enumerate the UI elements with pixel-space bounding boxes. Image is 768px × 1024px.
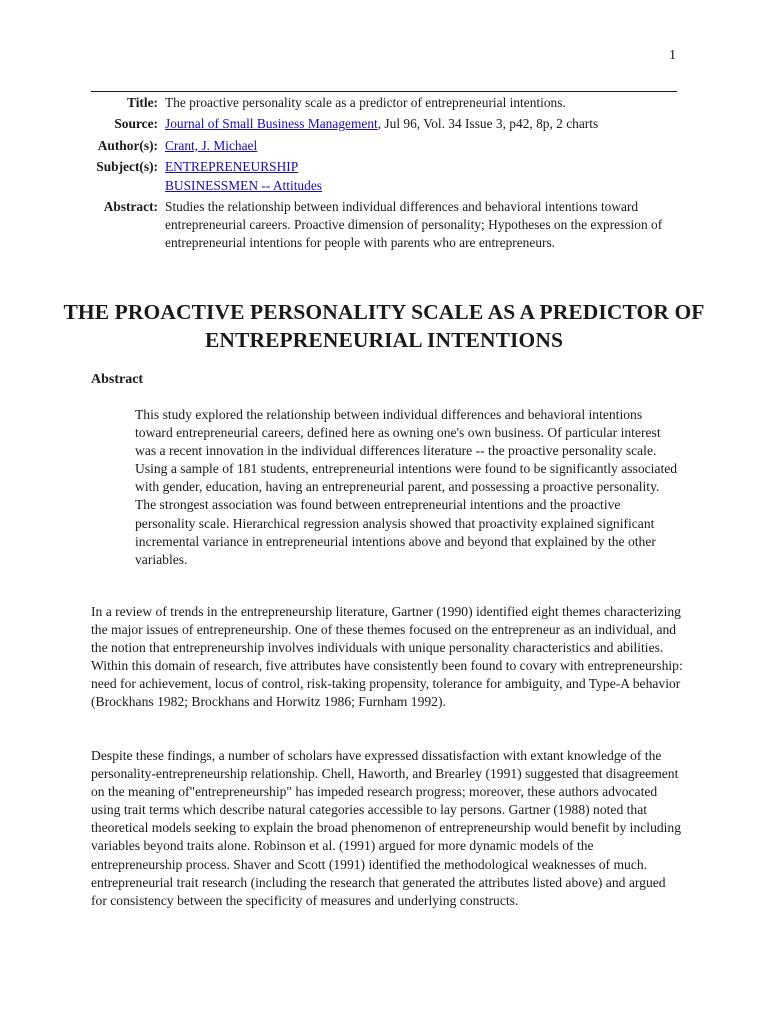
abstract-row [60, 198, 684, 252]
citation-metadata [60, 94, 684, 255]
title-row [60, 94, 684, 112]
authors-label: Author(s): [97, 137, 158, 153]
source-row [60, 115, 684, 133]
source-details: , Jul 96, Vol. 34 Issue 3, p42, 8p, 2 charts [377, 116, 599, 132]
abstract-label: Abstract: [103, 199, 158, 215]
subject-link-businessmen[interactable]: BUSINESSMEN -- Attitudes [165, 177, 322, 193]
source-label: Source: [114, 116, 158, 132]
journal-link[interactable]: Journal of Small Business Management [165, 116, 378, 132]
article-title: THE PROACTIVE PERSONALITY SCALE AS A PREDICTOR OF ENTREPRENEURIAL INTENTIONS [63, 300, 705, 352]
page-number: 1 [669, 48, 676, 63]
subjects-value [165, 158, 684, 195]
title-value: The proactive personality scale as a predictor of entrepreneurial intentions. [165, 95, 566, 110]
abstract-body: This study explored the relationship between individual differences and behavioral intentions toward entrepreneurial careers, defined here as owning one's own business. Of particular interest was a recent innovation in the individual differences literature -- the proactive personality scale. Using a sample of 181 students, entrepreneurial intentions were found to be significantly associated with gender, education, having an entrepreneurial parent, and possessing a proactive personality. The strongest association was found between entrepreneurial intentions and the proactive personality scale. Hierarchical regression analysis showed that proactivity explained significant incremental variance in entrepreneurial intentions above and beyond that explained by the other variables. [135, 407, 678, 567]
authors-value [165, 137, 684, 155]
abstract-heading: Abstract [91, 372, 144, 387]
subject-link-entrepreneurship[interactable]: ENTREPRENEURSHIP [165, 159, 299, 175]
subjects-label: Subject(s): [96, 159, 158, 175]
author-link[interactable]: Crant, J. Michael [165, 137, 258, 153]
abstract-summary: Studies the relationship between individual differences and behavioral intentions toward entrepreneurial careers. Proactive dimension of personality; Hypotheses on the expression of entrepreneurial intentions for people with parents who are entrepreneurs. [165, 199, 663, 251]
metadata-divider [91, 91, 677, 92]
subjects-row [60, 158, 684, 195]
authors-row [60, 137, 684, 155]
body-paragraph: Despite these findings, a number of scholars have expressed dissatisfaction with extant knowledge of the personality-entrepreneurship relationship. Chell, Haworth, and Brearley (1991) suggested that disagreement on the meaning of"entrepreneurship" has impeded research progress; moreover, these authors advocated using trait terms which describe natural categories accessible to lay persons. Gartner (1988) noted that theoretical models seeking to explain the broad phenomenon of entrepreneurship would benefit by including variables beyond traits alone. Robinson et al. (1991) argued for more dynamic models of the entrepreneurship process. Shaver and Scott (1991) identified the methodological weaknesses of much. entrepreneurial trait research (including the research that generated the attributes listed above) and argued for consistency between the specificity of measures and underlying constructs. [91, 748, 682, 908]
body-paragraph: In a review of trends in the entrepreneurship literature, Gartner (1990) identified eight themes characterizing the major issues of entrepreneurship. One of these themes focused on the entrepreneur as an individual, and the notion that entrepreneurship involves individuals with unique personality characteristics and abilities. Within this domain of research, five attributes have consistently been found to covary with entrepreneurship: need for achievement, locus of control, risk-taking propensity, tolerance for ambiguity, and Type-A behavior (Brockhans 1982; Brockhans and Horwitz 1986; Furnham 1992). [91, 604, 683, 710]
source-value [165, 115, 684, 133]
title-label: Title: [127, 95, 158, 110]
